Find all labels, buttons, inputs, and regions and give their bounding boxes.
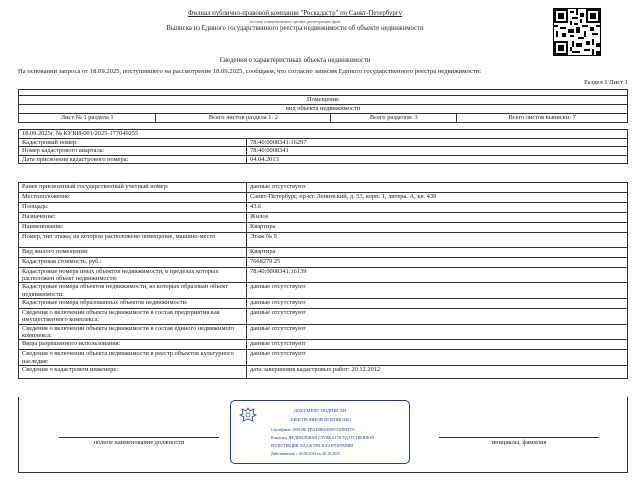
position-label: полное наименование должности [93, 439, 185, 446]
row-value: данные отсутствуют [247, 350, 628, 366]
row-label: Местоположение: [19, 193, 247, 203]
stamp-owner-2: РЕГИСТРАЦИИ, КАДАСТРА И КАРТОГРАФИИ [271, 444, 354, 448]
document-subtitle: Сведения о характеристиках объекта недвижимости [219, 57, 371, 64]
table-row [19, 257, 628, 267]
identifiers-table [18, 129, 628, 164]
row-value: данные отсутствуют [247, 283, 628, 299]
row-value: 43.6 [247, 203, 628, 213]
org-name-caption: полное наименование органа регистрации прав [249, 19, 341, 24]
sections-total: Всего разделов: 3 [331, 114, 457, 123]
table-row [19, 193, 628, 203]
sheets-in-section: Всего листов раздела 1: 2 [156, 114, 331, 123]
table-row [19, 183, 628, 193]
row-label: Кадастровые номера иных объектов недвижимости, в пределах которых расположен объект недвижимости: [19, 267, 247, 283]
table-row [19, 147, 628, 156]
table-row [19, 203, 628, 213]
sheet-number: Лист № 1 раздела 1 [19, 114, 156, 123]
stamp-title-1: ДОКУМЕНТ ПОДПИСАН [293, 408, 347, 413]
row-value: 78:40:0008341:16139 [247, 267, 628, 283]
org-name: Филиал публично-правовой компании "Роскадастр" по Санкт-Петербургу [188, 10, 402, 17]
qr-code-icon [553, 8, 601, 56]
row-label: Кадастровая стоимость, руб.: [19, 257, 247, 267]
row-value: дата завершения кадастровых работ: 20.12.2012 [247, 366, 628, 379]
registration-number: 18.09.2025г. № КУВИ-001/2025-177049255 [19, 130, 628, 139]
table-row [19, 308, 628, 324]
row-value: данные отсутствуют [247, 183, 628, 193]
table-row [19, 283, 628, 299]
row-label: Наименование: [19, 223, 247, 233]
row-label: Площадь: [19, 203, 247, 213]
row-value: Квартира [247, 247, 628, 257]
electronic-signature-stamp [230, 400, 410, 464]
object-name: Помещение [19, 96, 628, 105]
row-label: Сведения о включении объекта недвижимости в состав единого недвижимого комплекса: [19, 324, 247, 340]
row-label: Номер, тип этажа, на котором расположено помещение, машино-место [19, 233, 247, 248]
sheets-total: Всего листов выписки: 7 [457, 114, 628, 123]
object-kind: вид объекта недвижимости [19, 105, 628, 114]
row-value: 04.04.2013 [247, 155, 628, 164]
row-value: Санкт-Петербург, пр-кт. Ленинский, д. 53, корп. 1, литера. А, кв. 439 [247, 193, 628, 203]
object-header-table [18, 89, 628, 123]
row-value: данные отсутствуют [247, 298, 628, 308]
name-label: инициалы, фамилия [491, 439, 547, 446]
row-value: данные отсутствуют [247, 324, 628, 340]
details-table [18, 182, 628, 379]
row-label: Сведения о включении объекта недвижимости в реестр объектов культурного наследия: [19, 350, 247, 366]
row-value: 78:40:0008341 [247, 147, 628, 156]
table-row [19, 366, 628, 379]
table-row [19, 324, 628, 340]
row-label: Назначение: [19, 213, 247, 223]
table-row [19, 155, 628, 164]
row-label: Вид жилого помещения: [19, 247, 247, 257]
table-row [19, 233, 628, 248]
row-label: Кадастровые номера образованных объектов недвижимости: [19, 298, 247, 308]
row-value: Этаж № 9 [247, 233, 628, 248]
row-value: 78:40:0008341:16297 [247, 138, 628, 147]
stamp-title-2: ЭЛЕКТРОННОЙ ПОДПИСЬЮ [289, 417, 351, 422]
row-label: Ранее присвоенный государственный учетный номер: [19, 183, 247, 193]
row-label: Номер кадастрового квартала: [19, 147, 247, 156]
document-title: Выписка из Единого государственного реестра недвижимости об объекте недвижимости [166, 25, 424, 32]
intro-text: На основании запроса от 18.09.2025, поступившего на рассмотрение 18.09.2025, сообщаем, что согласно записям Единого государственного реестра недвижимости: [18, 68, 482, 75]
row-label: Сведения о кадастровом инженере: [19, 366, 247, 379]
row-label: Сведения о включении объекта недвижимости в состав предприятия как имущественного комплекса: [19, 308, 247, 324]
table-row [19, 247, 628, 257]
row-label: Кадастровые номера объектов недвижимости, из которых образован объект недвижимости: [19, 283, 247, 299]
table-row [19, 298, 628, 308]
stamp-owner: Владелец: ФЕДЕРАЛЬНАЯ СЛУЖБА ГОСУДАРСТВЕННОЙ [271, 436, 374, 440]
stamp-certificate: Сертификат: 00916BCFBA458B6A693752DBEFD1 [271, 428, 355, 432]
table-row [19, 267, 628, 283]
section-label: Раздел 1 Лист 1 [584, 79, 628, 86]
table-row [19, 223, 628, 233]
table-row [19, 340, 628, 350]
row-label: Кадастровый номер: [19, 138, 247, 147]
row-value: Квартира [247, 223, 628, 233]
row-value: Жилое [247, 213, 628, 223]
row-value: 7668279.25 [247, 257, 628, 267]
row-label: Виды разрешенного использования: [19, 340, 247, 350]
row-value: данные отсутствуют [247, 308, 628, 324]
table-row [19, 350, 628, 366]
table-row [19, 138, 628, 147]
stamp-validity: Действителен: с 02.09.2024 по 26.10.2025 [271, 452, 340, 456]
row-label: Дата присвоения кадастрового номера: [19, 155, 247, 164]
row-value: данные отсутствуют [247, 340, 628, 350]
table-row [19, 213, 628, 223]
